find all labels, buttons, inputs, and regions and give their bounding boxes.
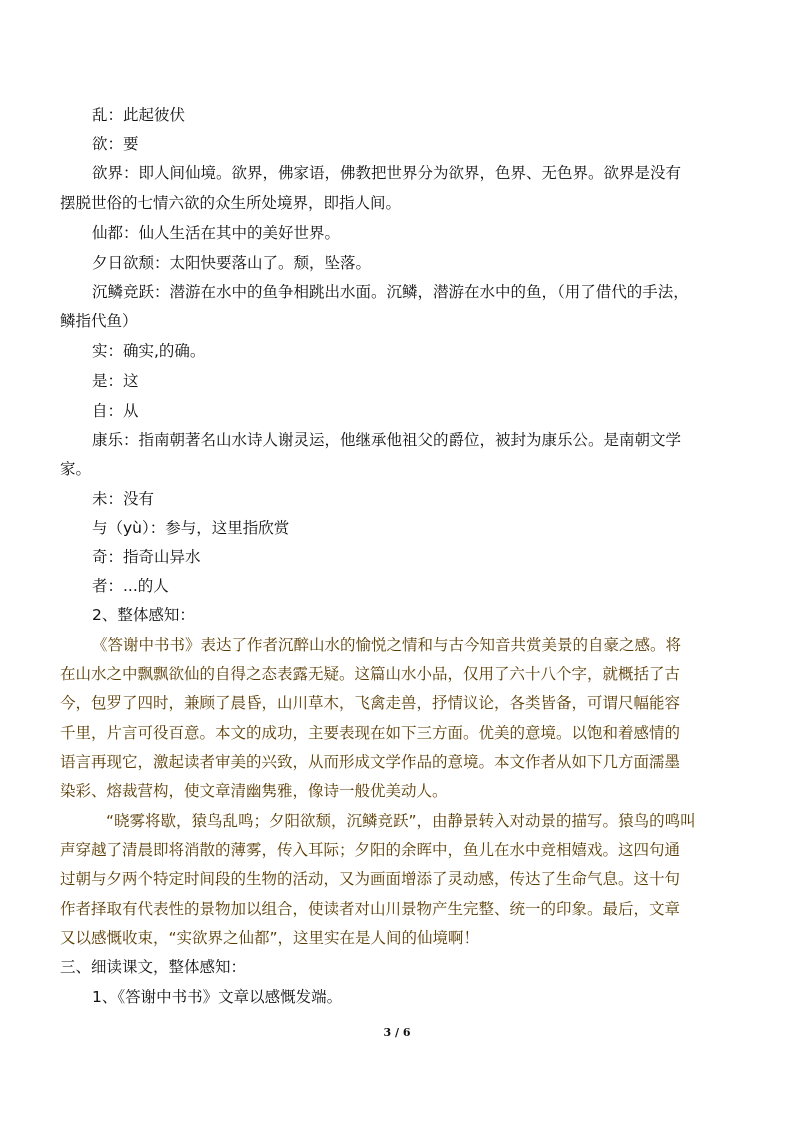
paragraph-line: 千里，片言可役百意。本文的成功，主要表现在如下三方面。优美的意境。以饱和着感情的 bbox=[60, 724, 681, 742]
paragraph-line: 在山水之中飘飘欲仙的自得之态表露无疑。这篇山水小品，仅用了六十八个字，就概括了古 bbox=[60, 665, 681, 683]
glossary-line: 仙都：仙人生活在其中的美好世界。 bbox=[92, 224, 341, 242]
glossary-line: 奇：指奇山异水 bbox=[92, 548, 201, 566]
paragraph-line: 过朝与夕两个特定时间段的生物的活动，又为画面增添了灵动感，传达了生命气息。这十句 bbox=[60, 870, 681, 888]
section-heading: 三、细读课文，整体感知： bbox=[60, 958, 247, 976]
glossary-line: 摆脱世俗的七情六欲的众生所处境界，即指人间。 bbox=[60, 194, 402, 212]
section-heading: 2、整体感知： bbox=[92, 606, 195, 624]
glossary-line: 欲界：即人间仙境。欲界，佛家语，佛教把世界分为欲界，色界、无色界。欲界是没有 bbox=[92, 164, 682, 182]
paragraph-line: 《答谢中书书》表达了作者沉醉山水的愉悦之情和与古今知音共赏美景的自豪之感。将 bbox=[92, 636, 682, 654]
paragraph-line: “晓雾将歇，猿鸟乱鸣；夕阳欲颓，沉鳞竞跃”，由静景转入对动景的描写。猿鸟的鸣叫 bbox=[106, 812, 696, 830]
glossary-line: 是：这 bbox=[92, 372, 139, 390]
glossary-line: 家。 bbox=[60, 460, 92, 478]
paragraph-line: 语言再现它，激起读者审美的兴致，从而形成文学作品的意境。本文作者从如下几方面濡墨 bbox=[60, 753, 681, 771]
glossary-line: 与（yù）：参与，这里指欣赏 bbox=[92, 519, 290, 537]
glossary-line: 沉鳞竞跃：潜游在水中的鱼争相跳出水面。沉鳞，潜游在水中的鱼，（用了借代的手法， bbox=[92, 283, 689, 301]
page-number: 3 / 6 bbox=[383, 1026, 411, 1039]
glossary-line: 康乐：指南朝著名山水诗人谢灵运，他继承他祖父的爵位，被封为康乐公。是南朝文学 bbox=[92, 431, 682, 449]
glossary-line: 自：从 bbox=[92, 402, 139, 420]
glossary-line: 者：...的人 bbox=[92, 577, 169, 595]
glossary-line: 欲：要 bbox=[92, 135, 139, 153]
glossary-line: 未：没有 bbox=[92, 490, 155, 508]
paragraph-line: 今，包罗了四时，兼顾了晨昏，山川草木，飞禽走兽，抒情议论，各类皆备，可谓尺幅能容 bbox=[60, 694, 681, 712]
glossary-line: 乱：此起彼伏 bbox=[92, 106, 186, 124]
paragraph-line: 又以感慨收束，“实欲界之仙都”，这里实在是人间的仙境啊！ bbox=[60, 929, 480, 947]
list-item: 1、《答谢中书书》文章以感慨发端。 bbox=[92, 988, 343, 1006]
paragraph-line: 染彩、熔裁营构，使文章清幽隽雅，像诗一般优美动人。 bbox=[60, 782, 448, 800]
glossary-line: 鳞指代鱼） bbox=[60, 312, 138, 330]
paragraph-line: 声穿越了清晨即将消散的薄雾，传入耳际；夕阳的余晖中，鱼儿在水中竞相嬉戏。这四句通 bbox=[60, 841, 681, 859]
paragraph-line: 作者择取有代表性的景物加以组合，使读者对山川景物产生完整、统一的印象。最后，文章 bbox=[60, 900, 681, 918]
glossary-line: 夕日欲颓：太阳快要落山了。颓，坠落。 bbox=[92, 254, 372, 272]
glossary-line: 实：确实,的确。 bbox=[92, 342, 206, 360]
